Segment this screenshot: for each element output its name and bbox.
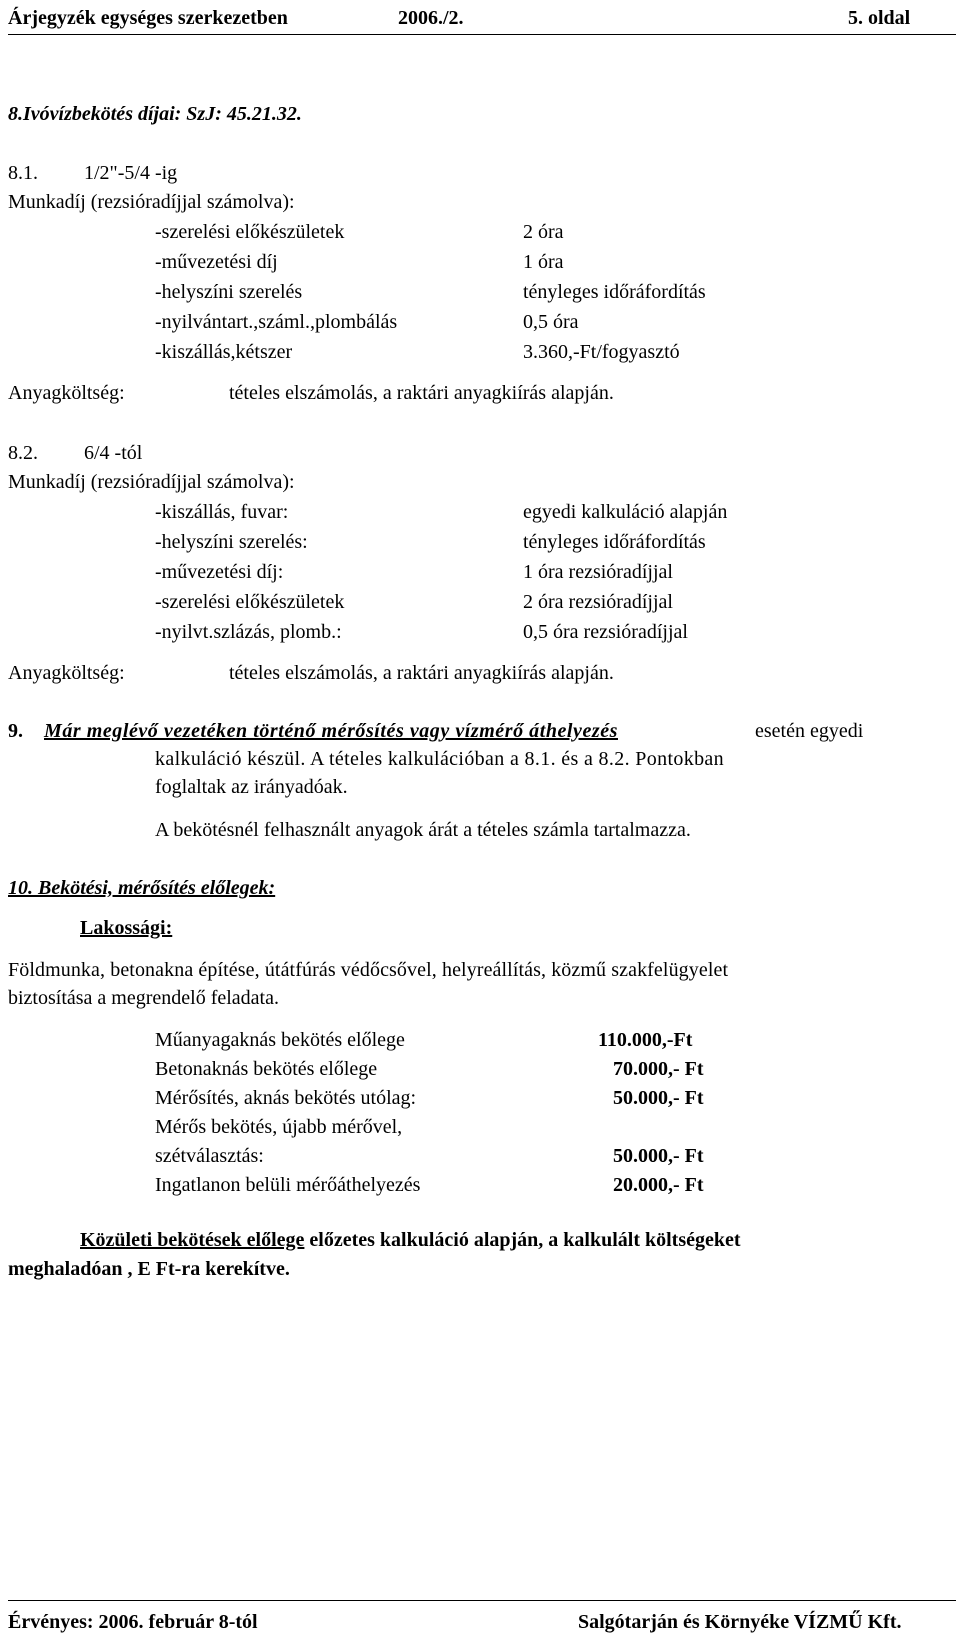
sub-8-1-item-label: -szerelési előkészületek (155, 221, 345, 243)
sub-8-2-material-value: tételes elszámolás, a raktári anyagkiírás alapján. (229, 662, 614, 684)
price-label: Betonaknás bekötés előlege (155, 1058, 378, 1080)
sub-8-2-item-label: -kiszállás, fuvar: (155, 501, 289, 523)
price-value: 110.000,-Ft (598, 1029, 693, 1051)
sub-8-1-material-value: tételes elszámolás, a raktári anyagkiírás alapján. (229, 382, 614, 404)
price-label: Műanyagaknás bekötés előlege (155, 1029, 405, 1051)
sub-8-1-item-label: -nyilvántart.,száml.,plombálás (155, 311, 398, 333)
section-10-paragraph: Földmunka, betonakna építése, útátfúrás védőcsővel, helyreállítás, közmű szakfelügyelet (8, 959, 729, 981)
header-rule (8, 34, 956, 35)
section-9-title: Már meglévő vezetéken történő mérősítés vagy vízmérő áthelyezés (44, 720, 618, 742)
sub-8-1-labor: Munkadíj (rezsióradíjjal számolva): (8, 191, 295, 213)
sub-8-2-material-label: Anyagköltség: (8, 662, 125, 684)
section-10-heading: 10. Bekötési, mérősítés előlegek: (8, 877, 276, 899)
price-value: 50.000,- Ft (613, 1087, 704, 1109)
section-9-text: esetén egyedi (755, 720, 864, 742)
footer-rule (8, 1600, 956, 1601)
sub-8-2-labor: Munkadíj (rezsióradíjjal számolva): (8, 471, 295, 493)
public-connections-line2: meghaladóan , E Ft-ra kerekítve. (8, 1258, 290, 1280)
price-label: Ingatlanon belüli mérőáthelyezés (155, 1174, 421, 1196)
sub-8-1-material-label: Anyagköltség: (8, 382, 125, 404)
sub-8-2-item-label: -nyilvt.szlázás, plomb.: (155, 621, 342, 643)
sub-8-2-item-label: -szerelési előkészületek (155, 591, 345, 613)
sub-8-1-item-value: 2 óra (523, 221, 564, 243)
sub-8-1-title: 1/2"-5/4 -ig (84, 162, 178, 184)
sub-8-2-item-value: 0,5 óra rezsióradíjjal (523, 621, 688, 643)
sub-8-1-item-value: 0,5 óra (523, 311, 579, 333)
section-10-paragraph: biztosítása a megrendelő feladata. (8, 987, 279, 1009)
sub-8-1-item-label: -helyszíni szerelés (155, 281, 303, 303)
price-value: 20.000,- Ft (613, 1174, 704, 1196)
sub-8-2-number: 8.2. (8, 442, 38, 464)
sub-8-1-item-value: 1 óra (523, 251, 564, 273)
sub-8-1-item-value: tényleges időráfordítás (523, 281, 706, 303)
section-9-number: 9. (8, 720, 23, 742)
section-9-text: kalkuláció készül. A tételes kalkulációban a 8.1. és a 8.2. Pontokban (155, 748, 725, 770)
sub-8-2-item-value: 2 óra rezsióradíjjal (523, 591, 673, 613)
price-label: Mérős bekötés, újabb mérővel, (155, 1116, 403, 1138)
header-page-number: 5. oldal (848, 7, 911, 29)
price-value: 70.000,- Ft (613, 1058, 704, 1080)
header-version: 2006./2. (398, 7, 464, 29)
sub-8-1-item-value: 3.360,-Ft/fogyasztó (523, 341, 680, 363)
sub-8-2-item-label: -művezetési díj: (155, 561, 284, 583)
section-9-note: A bekötésnél felhasznált anyagok árát a tételes számla tartalmazza. (155, 819, 691, 841)
sub-8-1-item-label: -kiszállás,kétszer (155, 341, 293, 363)
sub-8-1-number: 8.1. (8, 162, 38, 184)
price-value: 50.000,- Ft (613, 1145, 704, 1167)
footer-valid: Érvényes: 2006. február 8-tól (8, 1611, 258, 1633)
public-connections-rest: előzetes kalkuláció alapján, a kalkulált költségeket (304, 1229, 741, 1251)
section-8-heading: 8.Ivóvízbekötés díjai: SzJ: 45.21.32. (8, 103, 302, 125)
header-title: Árjegyzék egységes szerkezetben (8, 7, 288, 29)
sub-8-1-item-label: -művezetési díj (155, 251, 278, 273)
section-9-text: foglaltak az irányadóak. (155, 776, 348, 798)
price-label: szétválasztás: (155, 1145, 264, 1167)
sub-8-2-item-value: 1 óra rezsióradíjjal (523, 561, 673, 583)
public-connections-heading: Közületi bekötések előlege (80, 1229, 305, 1251)
residential-heading: Lakossági: (80, 917, 173, 939)
price-label: Mérősítés, aknás bekötés utólag: (155, 1087, 417, 1109)
sub-8-2-title: 6/4 -tól (84, 442, 143, 464)
public-connections-text (80, 1230, 741, 1250)
sub-8-2-item-value: tényleges időráfordítás (523, 531, 706, 553)
sub-8-2-item-value: egyedi kalkuláció alapján (523, 501, 728, 523)
footer-company: Salgótarján és Környéke VÍZMŰ Kft. (578, 1611, 902, 1633)
sub-8-2-item-label: -helyszíni szerelés: (155, 531, 308, 553)
